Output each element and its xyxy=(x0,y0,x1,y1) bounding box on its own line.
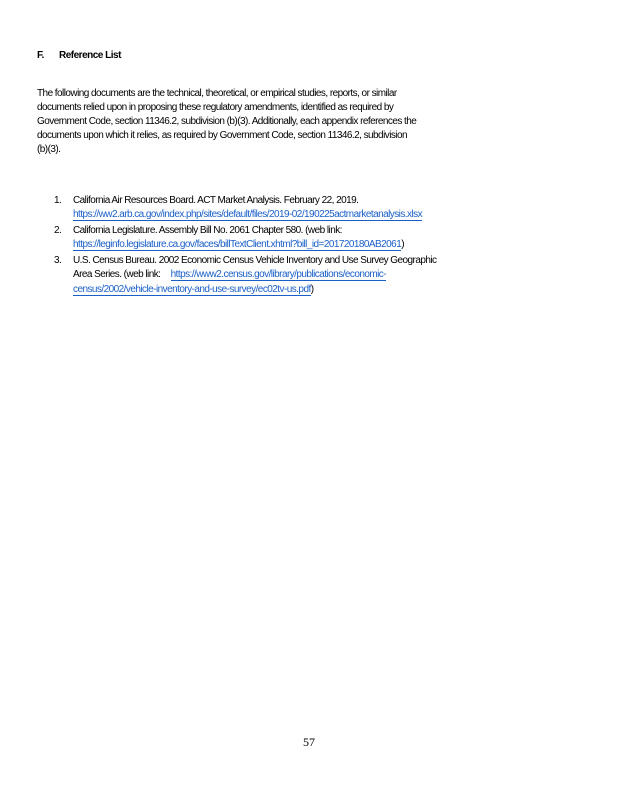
reference-suffix: ) xyxy=(401,239,404,250)
intro-line: (b)(3). xyxy=(37,144,61,155)
intro-line: The following documents are the technical, theoretical, or empirical studies, reports, or similar xyxy=(37,88,397,99)
reference-number: 3. xyxy=(54,255,62,266)
reference-link-line xyxy=(73,284,313,295)
reference-text: California Air Resources Board. ACT Market Analysis. February 22, 2019. xyxy=(73,195,359,206)
reference-link[interactable]: https://leginfo.legislature.ca.gov/faces/billTextClient.xhtml?bill_id=201720180AB2061 xyxy=(73,239,402,250)
reference-suffix: ) xyxy=(310,284,314,295)
section-number: F. xyxy=(37,50,44,61)
reference-link-line xyxy=(73,239,404,250)
reference-text-continued xyxy=(73,269,386,280)
reference-text: U.S. Census Bureau. 2002 Economic Census Vehicle Inventory and Use Survey Geographic xyxy=(73,255,437,266)
reference-number: 2. xyxy=(54,225,62,236)
section-title: Reference List xyxy=(59,50,121,61)
intro-line: documents relied upon in proposing these regulatory amendments, identified as required by xyxy=(37,102,394,113)
reference-link[interactable]: https://www2.census.gov/library/publications/economic- xyxy=(170,269,387,280)
page-number: 57 xyxy=(303,735,315,749)
reference-link[interactable]: https://ww2.arb.ca.gov/index.php/sites/default/files/2019-02/190225actmarketanalysis.xlsx xyxy=(73,209,423,220)
reference-text-2: Area Series. (web link: xyxy=(73,269,161,280)
reference-link-line xyxy=(73,209,422,220)
intro-line: Government Code, section 11346.2, subdivision (b)(3). Additionally, each appendix references the xyxy=(37,116,417,127)
reference-link-continued[interactable]: census/2002/vehicle-inventory-and-use-survey/ec02tv-us.pdf xyxy=(73,284,311,295)
reference-number: 1. xyxy=(54,195,62,206)
section-heading xyxy=(37,50,121,61)
reference-text: California Legislature. Assembly Bill No. 2061 Chapter 580. (web link: xyxy=(73,225,342,236)
intro-line: documents upon which it relies, as required by Government Code, section 11346.2, subdivision xyxy=(37,130,408,141)
